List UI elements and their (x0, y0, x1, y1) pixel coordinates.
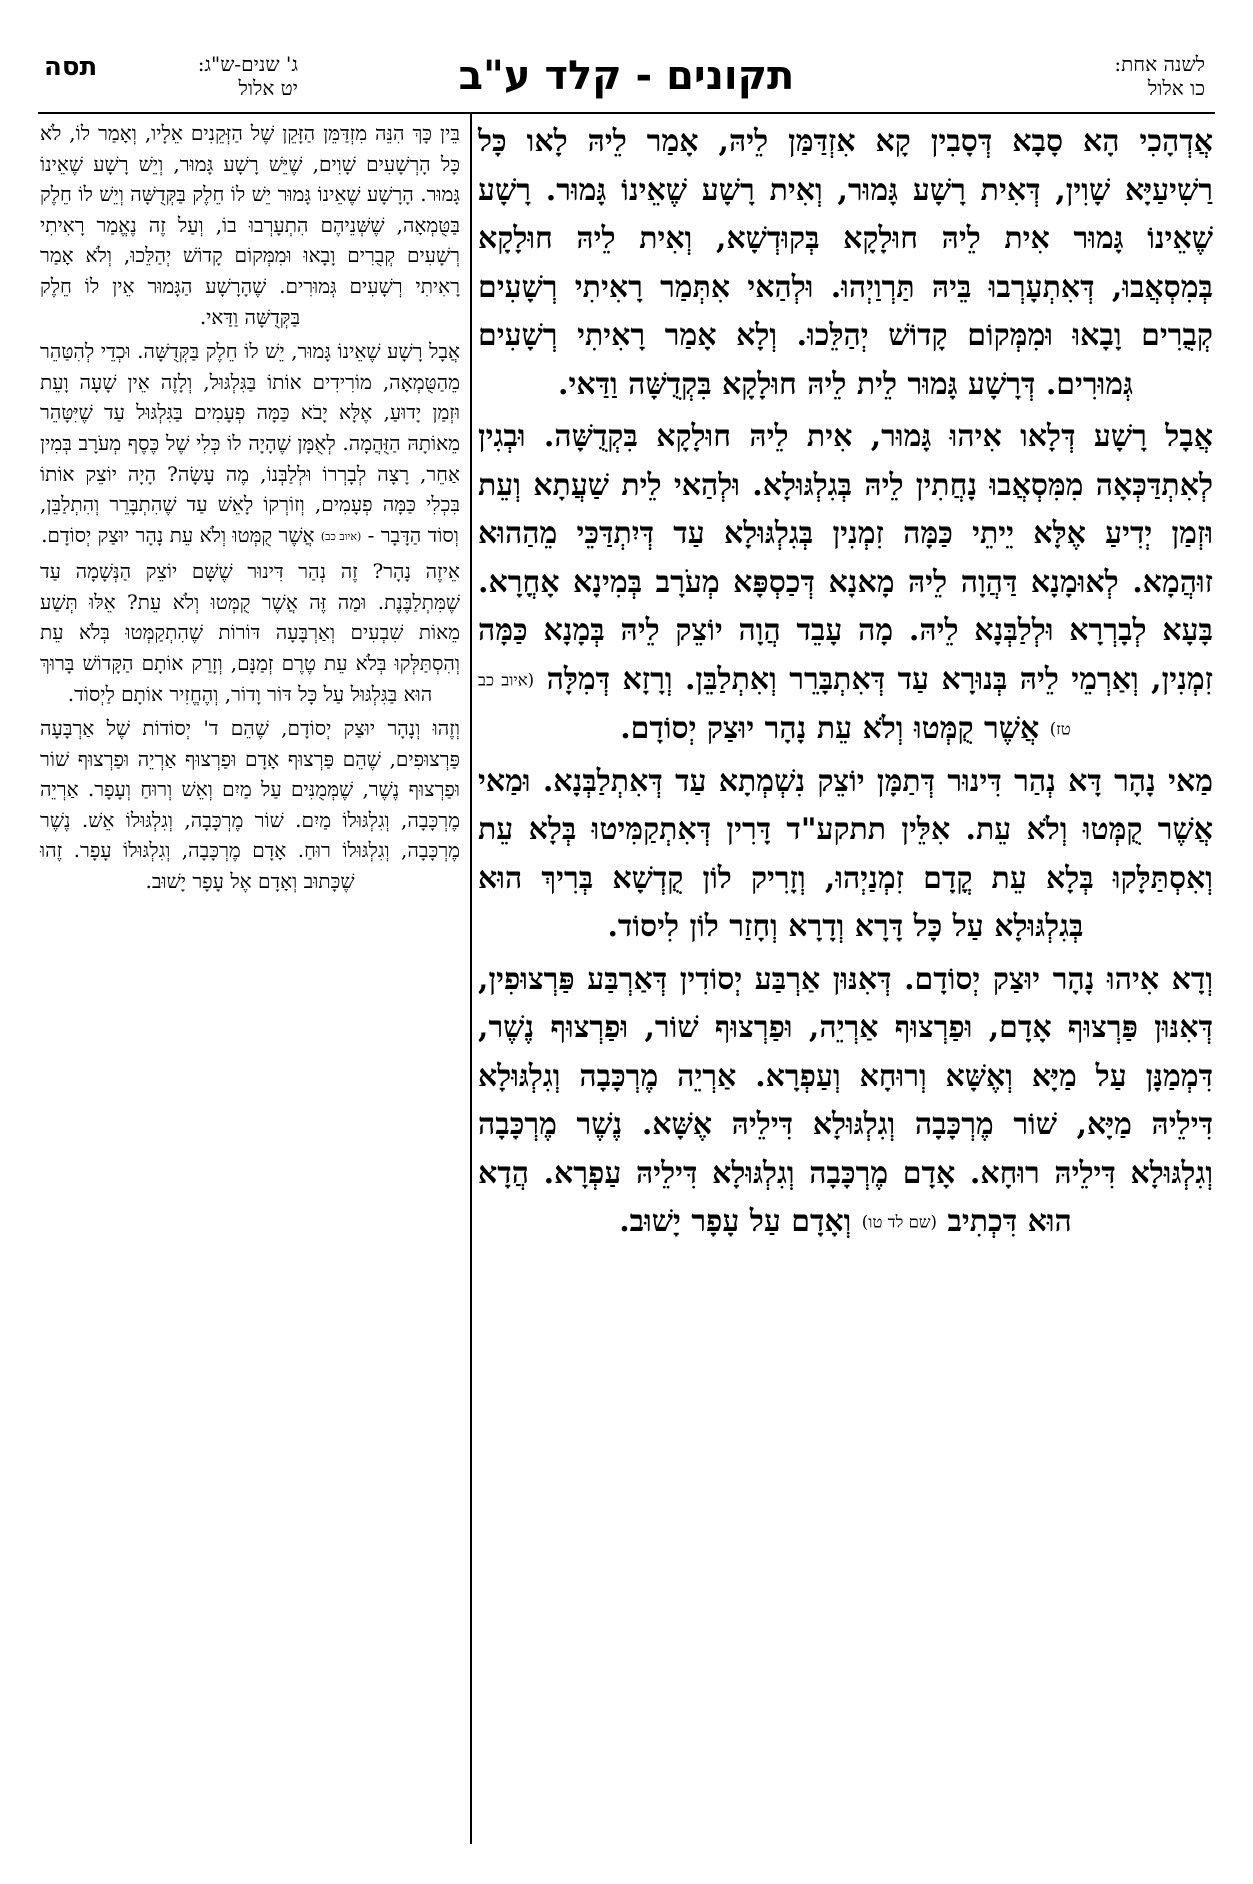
side-paragraph-1-text: בֵּין כָּךְ הִנֵּה מִזְדַּמֵּן הַזָּקֵן שֶׁל הַזְּקֵנִים אֵלָיו, וְאָמַר לוֹ, לֹא כָּל הָרְשָׁעִים שָׁוִים, שֶׁיֵּשׁ רָשָׁע גָּמוּר, וְיֵשׁ רָשָׁע שֶׁאֵינוֹ גָּמוּר. הָרָשָׁע שֶׁאֵינוֹ גָּמוּר יֵשׁ לוֹ חֵלֶק בַּקְּדֻשָּׁה וְיֵשׁ לוֹ חֵלֶק בַּטֻּמְאָה, שֶׁשְּׁנֵיהֶם הִתְעָרְבוּ בוֹ, וְעַל זֶה נֶאֱמַר רָאִיתִי רְשָׁעִים קְבֻרִים וָבָאוּ וּמִמְּקוֹם קָדוֹשׁ יְהַלֵּכוּ, וְלֹא אָמַר רָאִיתִי רְשָׁעִים גְּמוּרִים. שֶׁהָרָשָׁע הַגָּמוּר אֵין לוֹ חֵלֶק בַּקְּדֻשָּׁה וַדַּאי. (40, 121, 460, 329)
main-paragraph-2-quote: אֲשֶׁר קֻמְּטוּ וְלֹא עֵת נָהָר יוּצַק יְסוֹדָם. (620, 710, 1040, 746)
main-paragraph-2-citation: (איוב כב טז) (478, 670, 1071, 739)
main-paragraph-4-citation: (שם לד טו) (861, 1213, 937, 1233)
page-header (38, 50, 1215, 110)
main-paragraph-2-text: אֲבָל רָשָׁע דְּלָאו אִיהוּ גָּמוּר, אִית לֵיהּ חוּלָקָא בִּקְדֻשָּׁה. וּבְגִין לְאִתְדַּכְּאָה מִמִּסְאֲבוּ נָחֲתִין לֵיהּ בְּגִלְגּוּלָא. וּלְהַאי לֵית שַׁעֲתָא וְעֵת וּזְמַן יְדִיעַ אֶלָּא יֵיתֵי כַּמָּה זִמְנִין בְּגִלְגּוּלָא עַד דְּיִתְדַּכֵּי מֵהַהוּא זוּהֲמָא. לְאוּמָנָא דַּהֲוָה לֵיהּ מָאנָא דְּכַסְפָּא מְעֹרָב בְּמִינָא אָחֳרָא. בָּעָא לְבָרְרָא וּלְלַבְּנָא לֵיהּ. מָה עָבֵד הֲוָה יוֹצֵק לֵיהּ בְּמָנָא כַּמָּה זִמְנִין, וְאַרְמֵי לֵיהּ בְּנוּרָא עַד דְּאִתְבָּרֵר וְאִתְלַבֵּן. וְרָזָא דְּמִלָּה (478, 419, 1214, 697)
side-paragraph-2-text: אֲבָל רָשָׁע שֶׁאֵינוֹ גָּמוּר, יֵשׁ לוֹ חֵלֶק בַּקְּדֻשָּׁה. וּכְדֵי לְהִטַּהֵר מֵהַטֻּמְאָה, מוֹרִידִים אוֹתוֹ בַּגִּלְגּוּל, וְלָזֶה אֵין שָׁעָה וָעֵת וּזְמַן יָדוּעַ, אֶלָּא יָבֹא כַּמָּה פְעָמִים בַּגִּלְגּוּל עַד שֶׁיִּטָּהֵר מֵאוֹתָהּ הַזֻּהֲמָה. לְאֻמָּן שֶׁהָיָה לוֹ כְּלִי שֶׁל כֶּסֶף מְעֹרָב בְּמִין אַחֵר, רָצָה לְבָרְרוֹ וּלְלַבְּנוֹ, מֶה עָשָׂה? הָיָה יוֹצֵק אוֹתוֹ בִּכְלִי כַּמָּה פְעָמִים, וְזוֹרְקוֹ לָאֵשׁ עַד שֶׁהִתְבָּרֵר וְהִתְלַבֵּן, וְסוֹד הַדָּבָר - (40, 339, 460, 547)
main-text-column (478, 118, 1213, 1248)
side-paragraph-3-text: אֵיזֶה נָהָר? זֶה נְהַר דִּינוּר שֶׁשָּׁם יוֹצֵק הַנְּשָׁמָה עַד שֶׁמִּתְלַבֶּנֶת. וּמַה זֶּה אֲשֶׁר קֻמְּטוּ וְלֹא עֵת? אֵלּוּ תְּשַׁע מֵאוֹת שִׁבְעִים וְאַרְבָּעָה דּוֹרוֹת שֶׁהִתְקַמְּטוּ בְּלֹא עֵת וְהִסְתַּלְּקוּ בְּלֹא עֵת טֶרֶם זְמַנָּם, וְזָרַק אוֹתָם הַקָּדוֹשׁ בָּרוּךְ הוּא בַּגִּלְגּוּל עַל כָּל דּוֹר וָדוֹר, וְהֶחֱזִיר אוֹתָם לַיְסוֹד. (40, 559, 460, 706)
header-one-year-label: לשנה אחת: (1114, 52, 1205, 76)
column-divider (470, 114, 472, 1844)
main-paragraph-4 (478, 956, 1213, 1248)
header-three-year-date: יט אלול (238, 76, 298, 100)
side-paragraph-4-text: וְזֶהוּ וְנָהָר יוּצַק יְסוֹדָם, שֶׁהֵם ד' יְסוֹדוֹת שֶׁל אַרְבָּעָה פַּרְצוּפִים, שֶׁהֵם פַּרְצוּף אָדָם וּפַרְצוּף אַרְיֵה וּפַרְצוּף שׁוֹר וּפַרְצוּף נֶשֶׁר, שֶׁמְּמֻנִּים עַל מַיִם וְאֵשׁ וְרוּחַ וְעָפָר. אַרְיֵה מֶרְכָּבָה, וְגִלְגּוּלוֹ מַיִם. שׁוֹר מֶרְכָּבָה, וְגִלְגּוּלוֹ אֵשׁ. נֶשֶׁר מֶרְכָּבָה, וְגִלְגּוּלוֹ רוּחַ. אָדָם מֶרְכָּבָה, וְגִלְגּוּלוֹ עָפָר. זֶהוּ שֶׁכָּתוּב וְאָדָם אֶל עָפָר יָשׁוּב. (40, 716, 460, 894)
header-one-year-date: כו אלול (1147, 76, 1205, 100)
main-paragraph-1 (478, 118, 1213, 409)
page-number: תסה (44, 52, 98, 82)
header-three-year-label: ג' שנים-ש"ג: (197, 52, 298, 76)
main-paragraph-1-text: אֲדְהָכִי הָא סָבָא דְּסָבִין קָא אִזְדַּמַּן לֵיהּ, אָמַר לֵיהּ לָאו כָּל רַשִׁיעַיָּא שָׁוִין, דְּאִית רָשָׁע גָּמוּר, וְאִית רָשָׁע שֶׁאֵינוֹ גָּמוּר. רָשָׁע שֶׁאֵינוֹ גָּמוּר אִית לֵיהּ חוּלָקָא בְּקוּדְשָׁא, וְאִית לֵיהּ חוּלָקָא בְּמִסְאֲבוּ, דְּאִתְעָרְבוּ בֵּיהּ תַּרְוַיְהוּ. וּלְהַאי אִתְּמַר רָאִיתִי רְשָׁעִים קְבֻרִים וָבָאוּ וּמִמְּקוֹם קָדוֹשׁ יְהַלֵּכוּ. וְלָא אָמַר רָאִיתִי רְשָׁעִים גְּמוּרִים. דְּרָשָׁע גָּמוּר לֵית לֵיהּ חוּלָקָא בִּקְדֻשָּׁה וַדַּאי. (478, 124, 1213, 402)
main-paragraph-3 (478, 758, 1213, 952)
translation-column (40, 118, 460, 897)
side-paragraph-3 (40, 556, 460, 709)
main-paragraph-3-text: מַאי נָהָר דָּא נְהַר דִּינוּר דְּתַמָּן יוֹצֵק נִשְׁמְתָא עַד דְּאִתְלַבְּנָא. וּמַאי אֲשֶׁר קֻמְּטוּ וְלֹא עֵת. אִלֵּין תתקע"ד דָּרִין דְּאִתְקַמִּיטוּ בְּלָא עֵת וְאִסְתַּלָּקוּ בְּלָא עֵת קֳדָם זִמְנַיְהוּ, וְזָרִיק לוֹן קֻדְשָׁא בְּרִיךְ הוּא בְּגִלְגּוּלָא עַל כָּל דָּרָא וְדָרָא וְחָזַר לוֹן לִיסוֹד. (478, 763, 1213, 945)
side-paragraph-4 (40, 713, 460, 897)
main-paragraph-2 (478, 413, 1213, 754)
side-paragraph-2-citation: (איוב כב) (320, 529, 362, 543)
side-paragraph-2 (40, 336, 460, 552)
side-paragraph-2-quote: אֲשֶׁר קֻמְּטוּ וְלֹא עֵת נָהָר יוּצַק יְסוֹדָם. (41, 522, 315, 547)
side-paragraph-1 (40, 118, 460, 332)
header-three-year-schedule (148, 52, 298, 100)
page-title: תקונים - קלד ע"ב (458, 53, 795, 99)
header-rule (38, 112, 1215, 114)
main-paragraph-4-text: וְדָא אִיהוּ נָהָר יוּצַק יְסוֹדָם. דְּאִנּוּן אַרְבַּע יְסוֹדִין דְּאַרְבַּע פַּרְצוּפִין, דְּאִנּוּן פַּרְצוּף אָדָם, וּפַרְצוּף אַרְיֵה, וּפַרְצוּף שׁוֹר, וּפַרְצוּף נֶשֶׁר, דִּמְמַנָּן עַל מַיָּא וְאֶשָּׁא וְרוּחָא וְעַפְרָא. אַרְיֵה מֶרְכָּבָה וְגִלְגּוּלָא דִּילֵיהּ מַיָּא, שׁוֹר מֶרְכָּבָה וְגִלְגּוּלָא דִּילֵיהּ אֶשָּׁא. נֶשֶׁר מֶרְכָּבָה וְגִלְגּוּלָא דִּילֵיהּ רוּחָא. אָדָם מֶרְכָּבָה וְגִלְגּוּלָא דִּילֵיהּ עַפְרָא. הֲדָא הוּא דִּכְתִיב (478, 961, 1213, 1240)
main-paragraph-4-quote: וְאָדָם עַל עָפָר יָשׁוּב. (619, 1204, 852, 1240)
